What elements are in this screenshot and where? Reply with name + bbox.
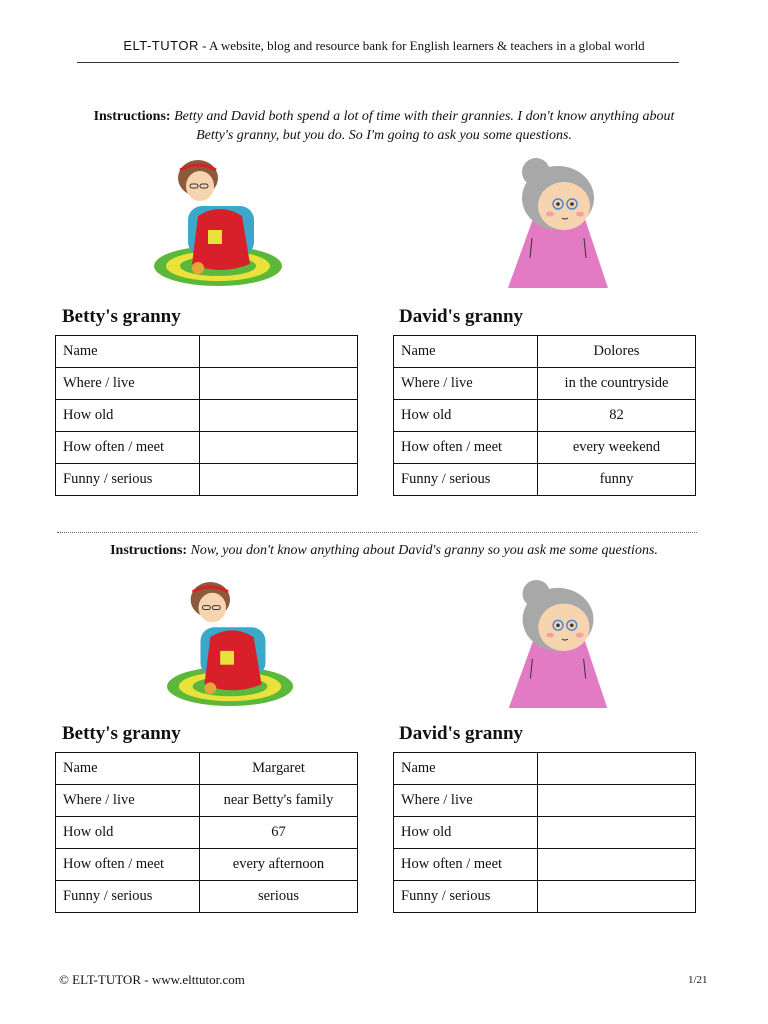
table-row	[56, 432, 358, 464]
row-label: How often / meet	[394, 432, 538, 464]
row-label: Name	[394, 336, 538, 368]
row-label: Funny / serious	[394, 464, 538, 496]
row-label: Where / live	[56, 368, 200, 400]
page-header	[0, 38, 768, 54]
table-row	[394, 817, 696, 849]
table-row	[394, 336, 696, 368]
table-row	[394, 753, 696, 785]
row-value	[200, 464, 358, 496]
row-value: every afternoon	[200, 849, 358, 881]
row-value	[200, 368, 358, 400]
row-label: Where / live	[394, 368, 538, 400]
betty-granny-illustration-1	[150, 158, 290, 290]
instructions-1	[40, 107, 728, 145]
david-granny-table-2	[393, 752, 696, 913]
table-row	[56, 464, 358, 496]
header-tagline: - A website, blog and resource bank for English learners & teachers in a global world	[198, 38, 645, 53]
row-label: Name	[56, 336, 200, 368]
row-value	[538, 753, 696, 785]
table-row	[394, 785, 696, 817]
row-value: in the countryside	[538, 368, 696, 400]
instructions-2-label: Instructions:	[110, 543, 188, 558]
betty-granny-heading-1: Betty's granny	[62, 306, 181, 327]
table-row	[394, 432, 696, 464]
betty-granny-illustration-2	[162, 580, 302, 710]
row-value	[200, 400, 358, 432]
row-value: Margaret	[200, 753, 358, 785]
betty-granny-table-1	[55, 335, 358, 496]
row-value	[538, 817, 696, 849]
instructions-1-line2: Betty's granny, but you do. So I'm going to ask you some questions.	[196, 128, 572, 143]
david-granny-table-1	[393, 335, 696, 496]
row-label: How old	[56, 817, 200, 849]
row-label: How old	[394, 817, 538, 849]
header-brand: ELT-TUTOR	[123, 38, 199, 53]
table-row	[56, 849, 358, 881]
row-value: near Betty's family	[200, 785, 358, 817]
table-row	[56, 400, 358, 432]
table-row	[56, 881, 358, 913]
table-row	[394, 464, 696, 496]
row-label: Name	[394, 753, 538, 785]
table-row	[56, 817, 358, 849]
row-label: Funny / serious	[56, 464, 200, 496]
header-divider	[77, 62, 679, 63]
row-label: How old	[56, 400, 200, 432]
row-label: Where / live	[56, 785, 200, 817]
table-row	[394, 849, 696, 881]
david-granny-illustration-2	[504, 580, 614, 710]
row-value	[200, 432, 358, 464]
row-value	[538, 785, 696, 817]
david-granny-heading-2: David's granny	[399, 723, 524, 744]
instructions-2	[40, 541, 728, 560]
table-row	[394, 881, 696, 913]
table-row	[56, 785, 358, 817]
row-value: every weekend	[538, 432, 696, 464]
betty-granny-table-2	[55, 752, 358, 913]
row-label: Funny / serious	[394, 881, 538, 913]
table-row	[56, 336, 358, 368]
row-label: Where / live	[394, 785, 538, 817]
row-label: How often / meet	[56, 849, 200, 881]
row-value	[538, 849, 696, 881]
instructions-2-text: Now, you don't know anything about David's granny so you ask me some questions.	[190, 543, 658, 558]
footer-page-number: 1/21	[688, 974, 708, 986]
section-separator	[57, 532, 697, 533]
table-row	[56, 368, 358, 400]
row-value: 67	[200, 817, 358, 849]
row-value: serious	[200, 881, 358, 913]
row-label: Name	[56, 753, 200, 785]
row-label: How often / meet	[56, 432, 200, 464]
row-value: funny	[538, 464, 696, 496]
instructions-1-label: Instructions:	[93, 109, 171, 124]
table-row	[394, 368, 696, 400]
row-value: 82	[538, 400, 696, 432]
betty-granny-heading-2: Betty's granny	[62, 723, 181, 744]
david-granny-heading-1: David's granny	[399, 306, 524, 327]
row-value	[538, 881, 696, 913]
table-row	[56, 753, 358, 785]
row-label: How old	[394, 400, 538, 432]
row-value	[200, 336, 358, 368]
table-row	[394, 400, 696, 432]
row-label: Funny / serious	[56, 881, 200, 913]
footer-copyright: © ELT-TUTOR - www.elttutor.com	[59, 972, 245, 987]
row-label: How often / meet	[394, 849, 538, 881]
row-value: Dolores	[538, 336, 696, 368]
david-granny-illustration-1	[504, 158, 614, 290]
instructions-1-line1: Betty and David both spend a lot of time with their grannies. I don't know anything about	[174, 109, 675, 124]
